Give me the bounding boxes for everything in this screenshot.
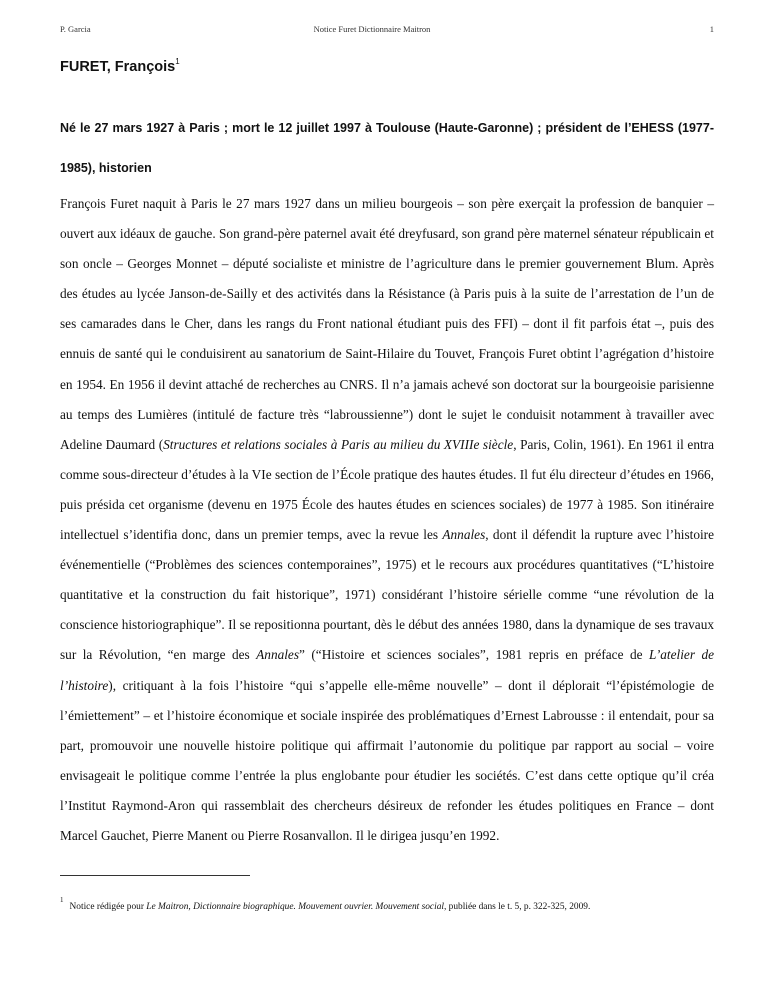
footnote-italic-title: Le Maitron, Dictionnaire biographique. Mouvement ouvrier. Mouvement social: [146, 902, 444, 913]
body-paragraph: [60, 189, 714, 851]
body-italic-title: Annales: [256, 647, 300, 663]
page-header: [60, 24, 714, 38]
footnote: [60, 897, 720, 914]
header-page-number: 1: [709, 24, 714, 34]
body-italic-title: L’atelier de l’histoire: [60, 647, 714, 693]
footnote-reference[interactable]: 1: [175, 57, 180, 66]
header-author: P. Garcia: [60, 24, 91, 34]
body-italic-title: Annales: [442, 527, 486, 543]
entry-subtitle: Né le 27 mars 1927 à Paris ; mort le 12 juillet 1997 à Toulouse (Haute-Garonne) ; président de l’EHESS (1977-1985), historien: [60, 121, 714, 175]
entry-name: FURET, François: [60, 58, 176, 75]
footnote-text: Notice rédigée pour: [69, 902, 147, 913]
footnote-text: , publiée dans le t. 5, p. 322-325, 2009.: [443, 902, 591, 913]
header-title: Notice Furet Dictionnaire Maitron: [313, 24, 431, 34]
entry-title: [60, 58, 180, 75]
body-text-segment: , dont il défendit la rupture avec l’histoire événementielle (“Problèmes des sciences contemporaines”, 1975) et le recours aux procédures quantitatives (“L’histoire quantitative et la construction du fait historique”, 1971) considérant l’histoire sérielle comme “une révolution de la conscience historiographique”. Il se repositionna pourtant, dès le début des années 1980, dans la dynamique de ses travaux sur la Révolution, “en marge des: [60, 527, 714, 663]
body-italic-title: Structures et relations sociales à Paris au milieu du XVIIIe siècle: [163, 436, 514, 452]
footnote-separator: [60, 875, 250, 876]
body-text-segment: ), critiquant à la fois l’histoire “qui s’appelle elle-même nouvelle” – dont il déplorait “l’épistémologie de l’émiettement” – et l’histoire économique et sociale inspirée des problématiques d’Ernest Labrousse : il entendait, pour sa part, promouvoir une nouvelle histoire politique qui affirmait l’autonomie du politique par rapport au social – voire envisageait le politique comme l’entrée la plus englobante pour étudier les sociétés. C’est dans cette optique qu’il créa l’Institut Raymond-Aron qui rassemblait des chercheurs désireux de refonder les études politiques en France – dont Marcel Gauchet, Pierre Manent ou Pierre Rosanvallon. Il le dirigea jusqu’en 1992.: [60, 677, 714, 843]
body-text-segment: , Paris, Colin, 1961). En 1961 il entra comme sous-directeur d’études à la VIe section de l’École pratique des hautes études. Il fut élu directeur d’études en 1966, puis présida cet organisme (devenu en 1975 École des hautes études en sciences sociales) de 1977 à 1985. Son itinéraire intellectuel s’identifia donc, dans un premier temps, avec la revue les: [60, 436, 714, 543]
body-text-segment: François Furet naquit à Paris le 27 mars 1927 dans un milieu bourgeois – son père exerçait la profession de banquier – ouvert aux idéaux de gauche. Son grand-père paternel avait été dreyfusard, son grand père maternel sénateur républicain et son oncle – Georges Monnet – député socialiste et ministre de l’agriculture dans le premier gouvernement Blum. Après des études au lycée Janson-de-Sailly et des activités dans la Résistance (à Paris puis à la suite de l’arrestation de l’un de ses camarades dans le Cher, dans les rangs du Front national étudiant puis des FFI) – dont il fit parfois état –, puis des ennuis de santé qui le conduisirent au sanatorium de Saint-Hilaire du Touvet, François Furet obtint l’agrégation d’histoire en 1954. En 1956 il devint attaché de recherches au CNRS. Il n’a jamais achevé son doctorat sur la bourgeoisie parisienne au temps des Lumières (intitulé de facture très “labroussienne”) dont le sujet le conduisit notamment à travailler avec Adeline Daumard (: [60, 196, 714, 452]
footnote-number: 1: [60, 896, 64, 904]
body-text-segment: ” (“Histoire et sciences sociales”, 1981 repris en préface de: [299, 647, 649, 663]
